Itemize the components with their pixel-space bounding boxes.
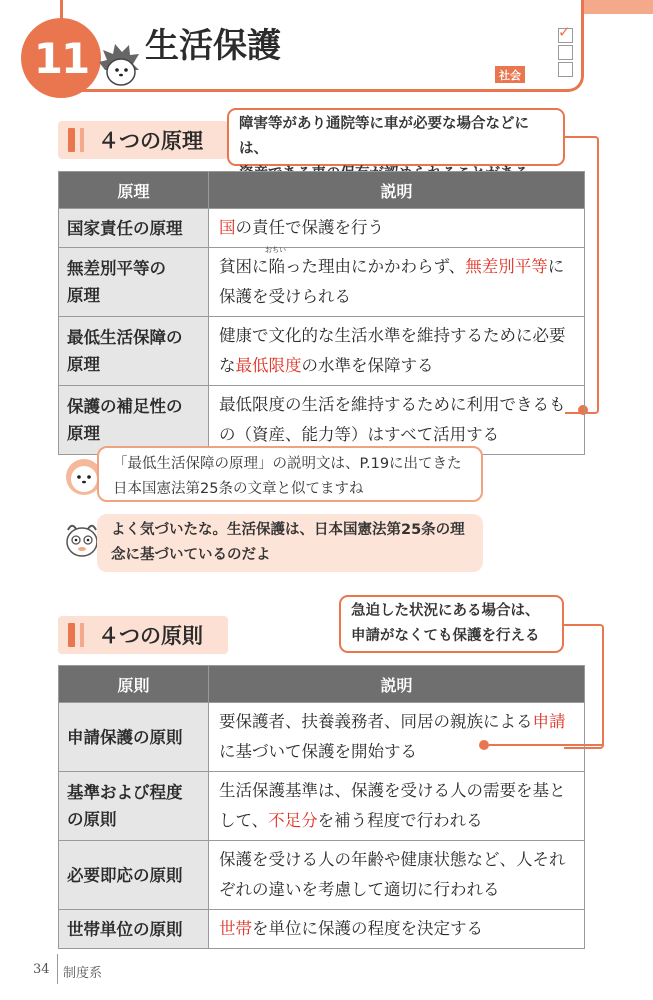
column-header: 説明 bbox=[209, 666, 585, 703]
column-header: 説明 bbox=[209, 172, 585, 209]
principles-table bbox=[58, 171, 585, 455]
chapter-number: 11 bbox=[21, 18, 101, 98]
description-text: 最低限度の生活を維持するために利用できるもの（資産、能力等）はすべて活用する bbox=[219, 395, 566, 444]
table-row bbox=[59, 209, 585, 248]
table-row bbox=[59, 772, 585, 841]
check-icon: ✓ bbox=[558, 23, 571, 41]
principle-description bbox=[209, 386, 585, 455]
rule-name-text: 必要即応の原則 bbox=[67, 865, 183, 885]
principle-name bbox=[59, 248, 209, 317]
principle-description bbox=[209, 248, 585, 317]
rule-description bbox=[209, 703, 585, 772]
description-text: 健康で文化的な生活水準を維持するために必要な bbox=[219, 326, 566, 375]
review-checkbox-3[interactable] bbox=[558, 62, 573, 77]
corner-decoration bbox=[583, 0, 653, 14]
heading-bar-light bbox=[80, 623, 84, 647]
table-header-row bbox=[59, 172, 585, 209]
table-row bbox=[59, 910, 585, 949]
principle-name-text: 無差別平等の bbox=[67, 259, 166, 278]
rule-name bbox=[59, 910, 209, 949]
rule-name bbox=[59, 772, 209, 841]
highlight-text: 不足分 bbox=[268, 811, 318, 830]
footer-divider bbox=[57, 954, 58, 984]
review-checkbox-2[interactable] bbox=[558, 45, 573, 60]
table-row bbox=[59, 703, 585, 772]
callout-line: 申請がなくても保護を行える bbox=[351, 628, 540, 644]
description-text: 保護を受ける人の年齢や健康状態など、人それぞれの違いを考慮して適切に行われる bbox=[219, 850, 566, 899]
principle-name bbox=[59, 317, 209, 386]
highlight-text: 申請 bbox=[532, 712, 566, 731]
column-header: 原則 bbox=[59, 666, 209, 703]
description-text: に保護を受けられる bbox=[219, 257, 565, 306]
principle-name-text: 原理 bbox=[67, 355, 100, 374]
callout-note bbox=[227, 108, 565, 166]
rule-name bbox=[59, 841, 209, 910]
section-heading-rules bbox=[58, 616, 228, 654]
section-title: ４つの原則 bbox=[98, 624, 203, 648]
principle-name bbox=[59, 209, 209, 248]
rule-name-text: の原則 bbox=[67, 810, 117, 829]
section-heading-principles bbox=[58, 121, 228, 159]
table-row bbox=[59, 386, 585, 455]
rule-description bbox=[209, 910, 585, 949]
rule-description bbox=[209, 841, 585, 910]
teacher-speech-bubble bbox=[97, 514, 483, 572]
category-tag: 社会 bbox=[495, 66, 525, 83]
table-row bbox=[59, 248, 585, 317]
principle-description bbox=[209, 317, 585, 386]
description-text: 貧困に陥った理由にかかわらず、 bbox=[219, 257, 466, 276]
principle-name bbox=[59, 386, 209, 455]
teacher-character-icon bbox=[62, 520, 102, 560]
page-number: 34 bbox=[33, 962, 50, 977]
ruby-text: おちい bbox=[265, 246, 286, 254]
section-title: ４つの原理 bbox=[98, 129, 203, 153]
rule-description bbox=[209, 772, 585, 841]
footer-label: 制度系 bbox=[63, 966, 103, 981]
highlight-text: 世帯 bbox=[219, 919, 252, 938]
heading-bar bbox=[68, 623, 75, 647]
heading-bar-light bbox=[80, 128, 84, 152]
description-text: の責任で保護を行う bbox=[235, 218, 384, 237]
principle-name-text: 原理 bbox=[67, 286, 100, 305]
speech-text: よく気づいたな。生活保護は、日本国憲法第25条の理念に基づいているのだよ bbox=[111, 522, 465, 563]
heading-bar bbox=[68, 128, 75, 152]
principle-description bbox=[209, 209, 585, 248]
table-row bbox=[59, 317, 585, 386]
table-header-row bbox=[59, 666, 585, 703]
student-speech-bubble bbox=[97, 446, 483, 502]
page-title: 生活保護 bbox=[145, 26, 281, 66]
principle-name-text: 保護の補足性の bbox=[67, 397, 183, 416]
rule-name-text: 世帯単位の原則 bbox=[67, 919, 183, 939]
rules-table bbox=[58, 665, 585, 949]
review-checkbox-1[interactable] bbox=[558, 23, 573, 43]
speech-text: 「最低生活保障の原理」の説明文は、P.19に出てきた日本国憲法第25条の文章と似てますね bbox=[113, 456, 462, 497]
hedgehog-mascot-icon bbox=[95, 40, 143, 88]
highlight-text: 国 bbox=[219, 218, 236, 237]
description-text: の水準を保障する bbox=[301, 356, 434, 375]
description-text: を補う程度で行われる bbox=[317, 811, 483, 830]
description-text: に基づいて保護を開始する bbox=[219, 742, 417, 761]
principle-name-text: 最低生活保障の bbox=[67, 328, 183, 347]
rule-name-text: 基準および程度 bbox=[67, 783, 183, 802]
callout-line: 障害等があり通院等に車が必要な場合などには、 bbox=[239, 116, 529, 157]
highlight-text: 最低限度 bbox=[235, 356, 302, 375]
principle-name-text: 国家責任の原理 bbox=[67, 218, 183, 238]
callout-line: 急迫した状況にある場合は、 bbox=[351, 603, 540, 619]
rule-name-text: 申請保護の原則 bbox=[67, 727, 183, 747]
description-text: 生活保護基準は、保護を受ける人の需要を基として、 bbox=[219, 781, 566, 830]
highlight-text: 無差別平等 bbox=[465, 257, 548, 276]
description-text: を単位に保護の程度を決定する bbox=[252, 919, 483, 938]
callout-note bbox=[339, 595, 564, 653]
rule-name bbox=[59, 703, 209, 772]
description-text: 要保護者、扶養義務者、同居の親族による bbox=[219, 712, 533, 731]
table-row bbox=[59, 841, 585, 910]
principle-name-text: 原理 bbox=[67, 424, 100, 443]
column-header: 原理 bbox=[59, 172, 209, 209]
